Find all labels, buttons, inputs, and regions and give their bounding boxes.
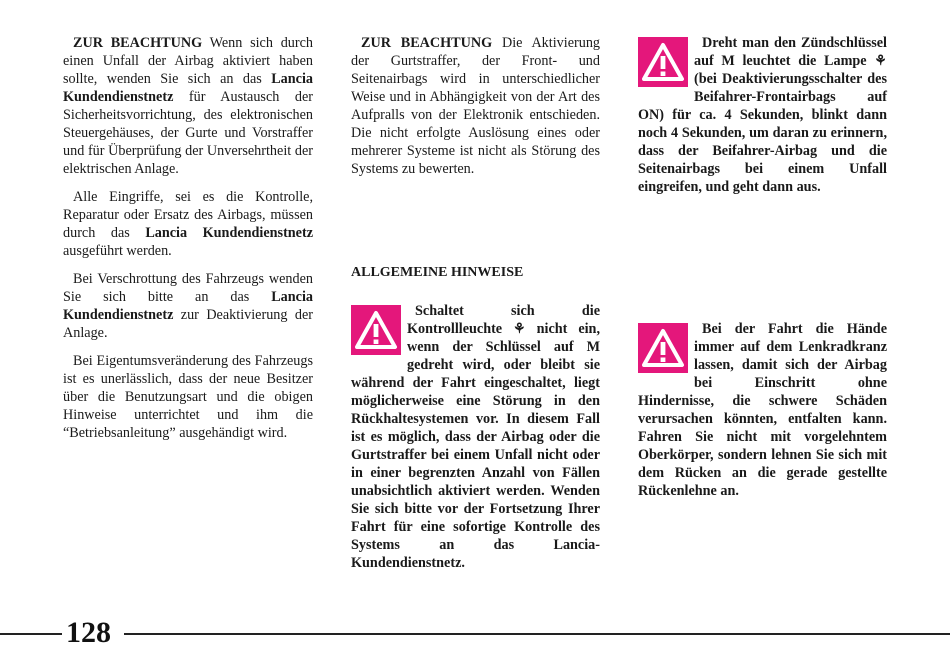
page-number: 128 — [66, 616, 111, 649]
warning-block — [351, 302, 600, 572]
bold-term: Lancia Kundendienstnetz — [145, 225, 314, 241]
text-segment: Bei der Fahrt die Hände immer auf dem Lenkradkranz lassen, damit sich der Airbag bei Einschritt ohne Hindernisse, die schwere Schäden verursachen könnten, entfalten kann. Fahren Sie nicht mit vorgelehntem Oberkörper, sondern lehnen Sie sich mit dem Rücken an die gerade gestellte Rückenlehne an. — [638, 321, 887, 499]
warning-block-1 — [638, 34, 887, 196]
text-segment: nicht ein, wenn der Schlüssel auf M gedreht wird, oder bleibt sie während der Fahrt eingeschaltet, liegt möglicherweise eine Störung in den Rückhaltesystemen vor. In diesem Fall ist es möglich, dass der Airbag oder die Gurtstraffer bei einem Unfall nicht oder in einer begrenzten Anzahl von Fällen unabsichtlich aktiviert werden. Wenden Sie sich bitte vor der Fortsetzung Ihrer Fahrt für eine sofortige Kontrolle des Systems an das Lancia-Kundendienstnetz. — [351, 321, 600, 571]
paragraph-1 — [63, 34, 313, 178]
airbag-warning-light-icon: ⚘ — [513, 321, 526, 337]
footer-rule-right — [124, 633, 950, 635]
text-segment: Wenn sich durch einen Unfall der Airbag aktiviert haben sollte, wenden Sie sich an das — [63, 35, 313, 87]
footer-rule-left — [0, 633, 62, 635]
text-segment: Die Aktivierung der Gurtstraffer, der Front- und Seitenairbags wird in unterschiedlicher Weise und in Abhängigkeit von der Art des Aufpralls von der Elektronik entschieden. Die nicht erfolgte Auslösung eines oder mehrerer Systeme ist nicht als Störung des Systems zu bewerten. — [351, 35, 601, 177]
note-lead: ZUR BEACHTUNG — [361, 35, 493, 51]
text-segment: Dreht man den Zündschlüssel auf M leuchtet die Lampe — [694, 35, 887, 69]
warning-icon — [638, 323, 688, 373]
column-2 — [351, 34, 600, 572]
paragraph-4 — [63, 352, 313, 442]
bold-term: Lancia Kundendienstnetz — [63, 71, 313, 105]
column-3 — [638, 34, 887, 499]
section-heading: ALLGEMEINE HINWEISE — [351, 265, 524, 280]
airbag-deactivated-light-icon: ⚘ — [874, 53, 887, 69]
text-segment: Bei Verschrottung des Fahrzeugs wenden Sie sich bitte an das — [63, 271, 313, 305]
text-segment: (bei Deaktivierungsschalter des Beifahrer-Frontairbags auf ON) für ca. 4 Sekunden, blinkt dann noch 4 Sekunden, um daran zu erinnern, dass der Beifahrer-Airbag und die Seitenairbags bei einem Unfall eingreifen, und geht dann aus. — [638, 71, 887, 195]
text-segment: Schaltet sich die Kontrollleuchte — [407, 303, 600, 337]
warning-block-2 — [638, 320, 887, 500]
paragraph-2 — [63, 188, 313, 260]
paragraph-1 — [351, 34, 600, 178]
bold-term: Lancia Kundendienstnetz — [63, 289, 313, 323]
column-1 — [63, 34, 313, 442]
warning-icon — [351, 305, 401, 355]
text-segment: für Austausch der Sicherheitsvorrichtung, des elektronischen Steuergehäuses, der Gurte und Vorstraffer und für Überprüfung der Unversehrtheit der elektrischen Anlage. — [63, 89, 313, 177]
text-segment: zur Deaktivierung der Anlage. — [63, 307, 313, 341]
text-segment: Alle Eingriffe, sei es die Kontrolle, Reparatur oder Ersatz des Airbags, müssen durch das — [63, 189, 313, 241]
text-segment: ausgeführt werden. — [63, 243, 172, 259]
note-lead: ZUR BEACHTUNG — [73, 35, 203, 51]
paragraph-3 — [63, 270, 313, 342]
warning-icon — [638, 37, 688, 87]
text-segment: Bei Eigentumsveränderung des Fahrzeugs ist es unerlässlich, dass der neue Besitzer über die Benutzungsart und die obigen Hinweise unterrichtet und ihm die “Betriebsanleitung” ausgehändigt wird. — [63, 353, 313, 441]
